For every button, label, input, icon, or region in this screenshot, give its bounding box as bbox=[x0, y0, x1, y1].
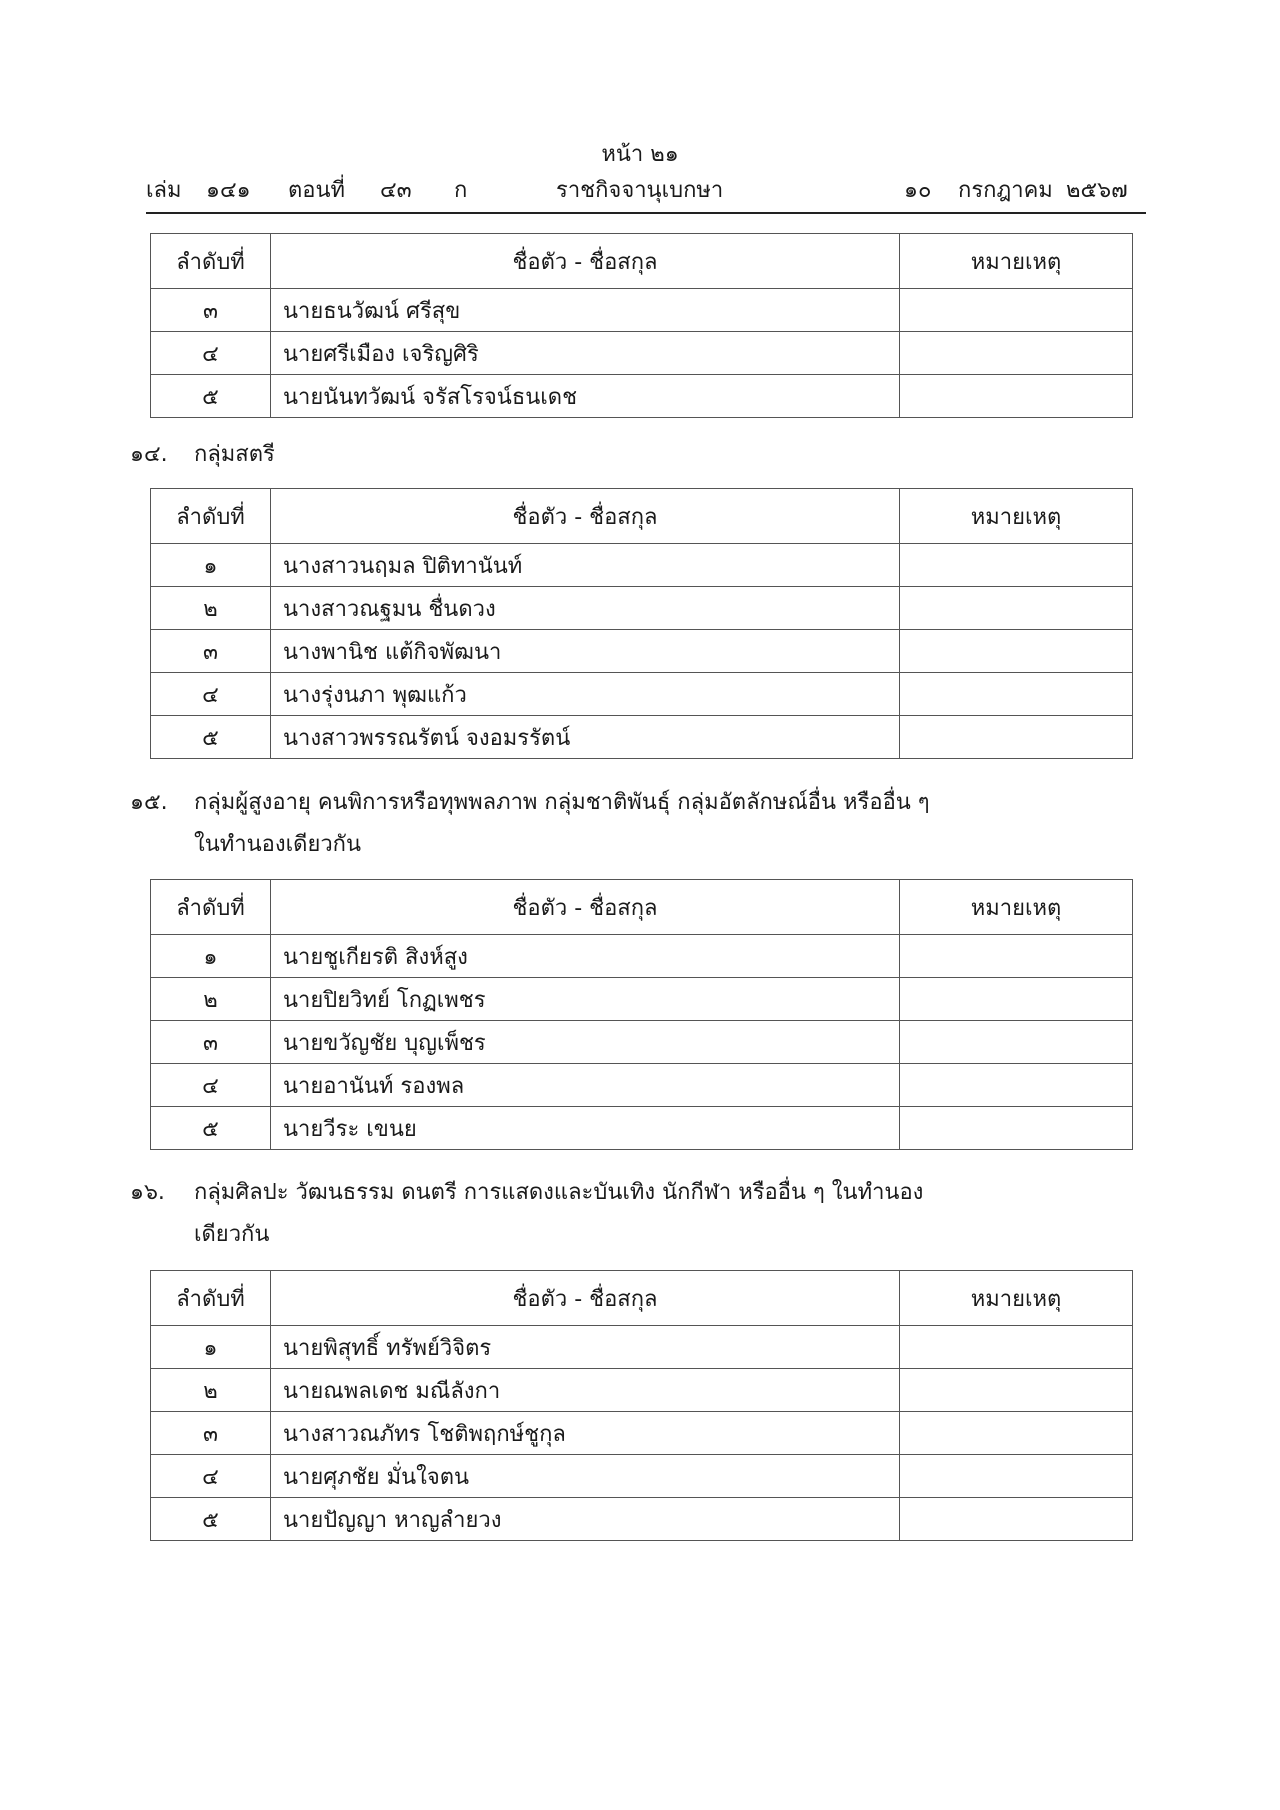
member-name: นางสาวณฐมน ชื่นดวง bbox=[283, 596, 496, 622]
roster-table-continued bbox=[150, 233, 1133, 418]
member-name: นายพิสุทธิ์ ทรัพย์วิจิตร bbox=[283, 1335, 492, 1361]
member-name: นางสาวณภัทร โชติพฤกษ์ชูกุล bbox=[283, 1421, 566, 1447]
column-header-order: ลำดับที่ bbox=[151, 1271, 271, 1326]
column-header-name: ชื่อตัว - ชื่อสกุล bbox=[271, 880, 900, 935]
row-remark bbox=[900, 544, 1133, 587]
row-number: ๔ bbox=[151, 332, 271, 375]
member-name: นายศรีเมือง เจริญศิริ bbox=[283, 341, 479, 367]
row-remark bbox=[900, 1326, 1133, 1369]
header-divider bbox=[146, 212, 1146, 214]
member-name: นางรุ่งนภา พุฒแก้ว bbox=[283, 682, 467, 708]
column-header-remark: หมายเหตุ bbox=[900, 234, 1133, 289]
section-title: กลุ่มสตรี bbox=[194, 442, 275, 467]
row-remark bbox=[900, 587, 1133, 630]
row-number: ๓ bbox=[151, 630, 271, 673]
section-number: ๑๔. bbox=[130, 442, 168, 467]
table-row bbox=[151, 1412, 1133, 1455]
section-title-continued: เดียวกัน bbox=[194, 1222, 270, 1247]
row-number: ๒ bbox=[151, 1369, 271, 1412]
row-number: ๕ bbox=[151, 1107, 271, 1150]
member-name: นางสาวพรรณรัตน์ จงอมรรัตน์ bbox=[283, 725, 571, 751]
row-number: ๒ bbox=[151, 978, 271, 1021]
table-row bbox=[151, 1064, 1133, 1107]
row-number: ๓ bbox=[151, 1021, 271, 1064]
row-remark bbox=[900, 1455, 1133, 1498]
row-number: ๕ bbox=[151, 375, 271, 418]
row-number: ๑ bbox=[151, 935, 271, 978]
roster-table-14 bbox=[150, 488, 1133, 759]
row-remark bbox=[900, 1369, 1133, 1412]
row-remark bbox=[900, 332, 1133, 375]
page-number: หน้า ๒๑ bbox=[601, 142, 679, 167]
row-remark bbox=[900, 673, 1133, 716]
table-row bbox=[151, 587, 1133, 630]
row-remark bbox=[900, 1107, 1133, 1150]
row-number: ๓ bbox=[151, 289, 271, 332]
member-name: นายธนวัฒน์ ศรีสุข bbox=[283, 298, 461, 324]
section-heading-15 bbox=[130, 782, 1140, 866]
table-row bbox=[151, 1369, 1133, 1412]
gazette-header bbox=[146, 172, 1146, 206]
table-row bbox=[151, 1107, 1133, 1150]
member-name: นางพานิช แต้กิจพัฒนา bbox=[283, 639, 502, 665]
row-number: ๕ bbox=[151, 716, 271, 759]
column-header-remark: หมายเหตุ bbox=[900, 880, 1133, 935]
table-row bbox=[151, 1326, 1133, 1369]
member-name: นายนันทวัฒน์ จรัสโรจน์ธนเดช bbox=[283, 384, 578, 410]
row-number: ๒ bbox=[151, 587, 271, 630]
table-row bbox=[151, 289, 1133, 332]
member-name: นายศุภชัย มั่นใจตน bbox=[283, 1464, 470, 1490]
date-year: ๒๕๖๗ bbox=[1066, 178, 1128, 203]
row-remark bbox=[900, 1064, 1133, 1107]
column-header-remark: หมายเหตุ bbox=[900, 489, 1133, 544]
date-month: กรกฎาคม bbox=[958, 178, 1053, 203]
row-remark bbox=[900, 978, 1133, 1021]
row-number: ๕ bbox=[151, 1498, 271, 1541]
column-header-order: ลำดับที่ bbox=[151, 880, 271, 935]
row-remark bbox=[900, 1412, 1133, 1455]
table-row bbox=[151, 1455, 1133, 1498]
section-number: ๑๖. bbox=[130, 1180, 165, 1205]
row-number: ๔ bbox=[151, 673, 271, 716]
section-title: กลุ่มศิลปะ วัฒนธรรม ดนตรี การแสดงและบันเทิง นักกีฬา หรืออื่น ๆ ในทำนอง bbox=[194, 1180, 924, 1205]
roster-table-16 bbox=[150, 1270, 1133, 1541]
row-remark bbox=[900, 289, 1133, 332]
row-number: ๔ bbox=[151, 1064, 271, 1107]
row-remark bbox=[900, 935, 1133, 978]
row-remark bbox=[900, 630, 1133, 673]
volume-label: เล่ม bbox=[146, 178, 182, 203]
column-header-order: ลำดับที่ bbox=[151, 234, 271, 289]
row-number: ๑ bbox=[151, 544, 271, 587]
member-name: นายชูเกียรติ สิงห์สูง bbox=[283, 944, 468, 970]
member-name: นายปัญญา หาญลำยวง bbox=[283, 1507, 502, 1533]
row-remark bbox=[900, 716, 1133, 759]
table-row bbox=[151, 630, 1133, 673]
column-header-name: ชื่อตัว - ชื่อสกุล bbox=[271, 1271, 900, 1326]
section-number: ๑๕. bbox=[130, 790, 168, 815]
table-row bbox=[151, 935, 1133, 978]
section-heading-16 bbox=[130, 1172, 1140, 1256]
table-row bbox=[151, 375, 1133, 418]
issue-number: ๔๓ bbox=[380, 178, 412, 203]
column-header-name: ชื่อตัว - ชื่อสกุล bbox=[271, 234, 900, 289]
row-remark bbox=[900, 375, 1133, 418]
table-row bbox=[151, 673, 1133, 716]
column-header-remark: หมายเหตุ bbox=[900, 1271, 1133, 1326]
table-row bbox=[151, 1021, 1133, 1064]
row-number: ๑ bbox=[151, 1326, 271, 1369]
row-number: ๓ bbox=[151, 1412, 271, 1455]
member-name: นายวีระ เขนย bbox=[283, 1116, 417, 1142]
member-name: นายอานันท์ รองพล bbox=[283, 1073, 465, 1099]
member-name: นายขวัญชัย บุญเพ็ชร bbox=[283, 1030, 486, 1056]
member-name: นายณพลเดช มณีลังกา bbox=[283, 1378, 501, 1404]
member-name: นางสาวนฤมล ปิติทานันท์ bbox=[283, 553, 523, 579]
row-remark bbox=[900, 1021, 1133, 1064]
member-name: นายปิยวิทย์ โกฏเพชร bbox=[283, 987, 486, 1013]
table-row bbox=[151, 1498, 1133, 1541]
gazette-title: ราชกิจจานุเบกษา bbox=[556, 178, 724, 203]
table-row bbox=[151, 716, 1133, 759]
roster-table-15 bbox=[150, 879, 1133, 1150]
issue-type: ก bbox=[454, 178, 468, 203]
table-row bbox=[151, 544, 1133, 587]
column-header-name: ชื่อตัว - ชื่อสกุล bbox=[271, 489, 900, 544]
volume-number: ๑๔๑ bbox=[206, 178, 251, 203]
row-number: ๔ bbox=[151, 1455, 271, 1498]
table-row bbox=[151, 978, 1133, 1021]
issue-label: ตอนที่ bbox=[288, 178, 346, 203]
table-row bbox=[151, 332, 1133, 375]
section-title: กลุ่มผู้สูงอายุ คนพิการหรือทุพพลภาพ กลุ่มชาติพันธุ์ กลุ่มอัตลักษณ์อื่น หรืออื่น ๆ bbox=[194, 790, 930, 815]
row-remark bbox=[900, 1498, 1133, 1541]
section-title-continued: ในทำนองเดียวกัน bbox=[194, 832, 362, 857]
date-day: ๑๐ bbox=[904, 178, 932, 203]
column-header-order: ลำดับที่ bbox=[151, 489, 271, 544]
section-heading-14 bbox=[130, 434, 1140, 476]
